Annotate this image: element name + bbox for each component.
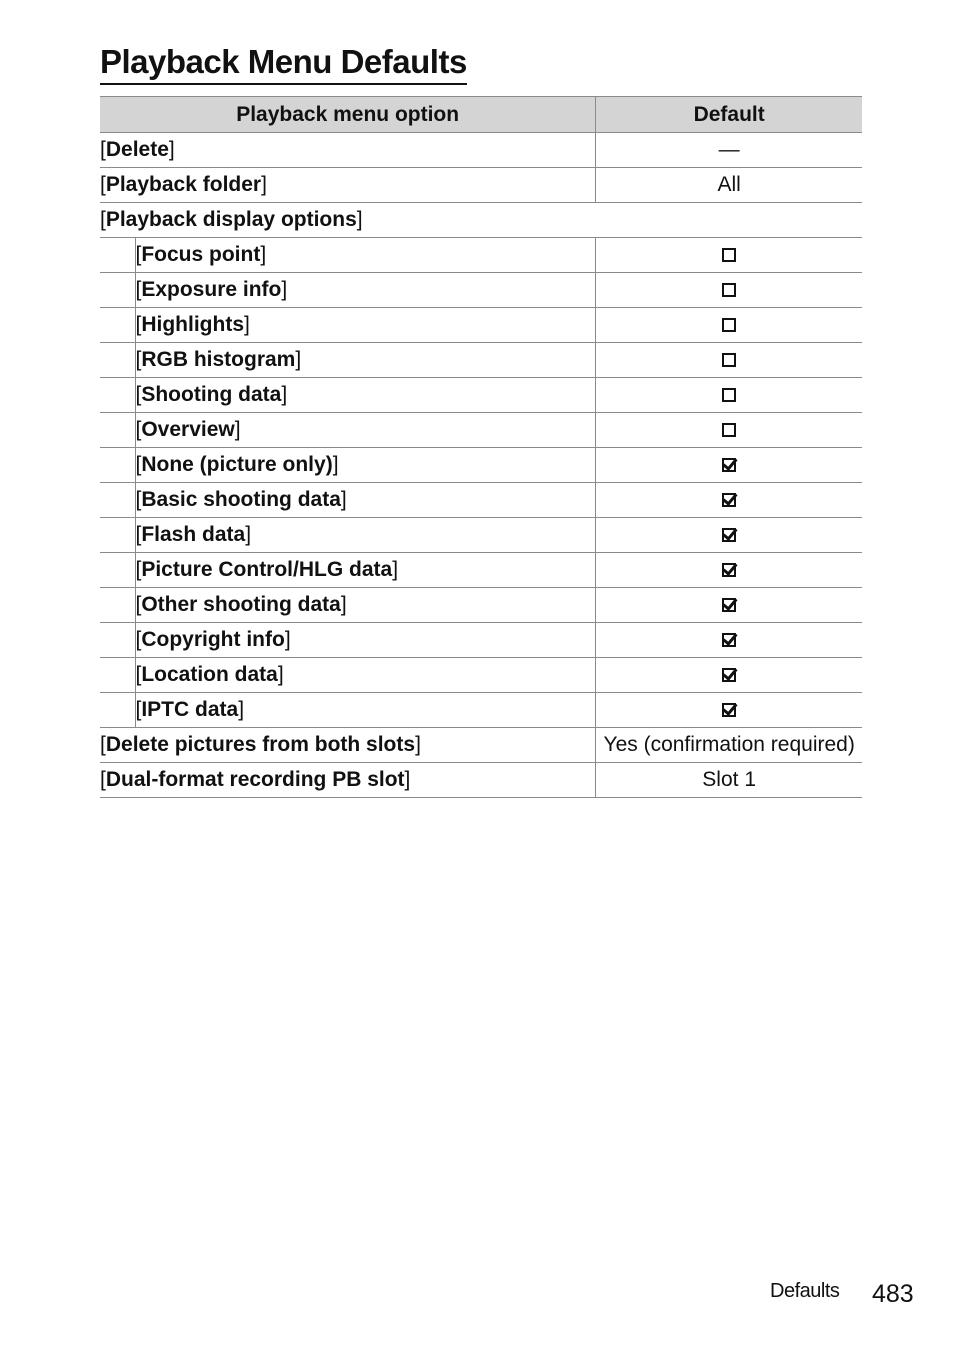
default-value: — (596, 133, 862, 168)
checkbox-unchecked-icon (722, 248, 736, 262)
suboption-cell: [Shooting data] (135, 378, 596, 413)
checkbox-checked-icon (722, 598, 736, 612)
checkbox-checked-icon (722, 493, 736, 507)
suboption-label: Overview (141, 418, 235, 441)
header-default: Default (596, 97, 862, 133)
suboption-cell: [Location data] (135, 658, 596, 693)
table-subrow (100, 553, 862, 588)
table-subrow (100, 658, 862, 693)
suboption-label: Location data (141, 663, 278, 686)
table-subrow (100, 273, 862, 308)
table-subrow (100, 378, 862, 413)
suboption-cell: [Focus point] (135, 238, 596, 273)
suboption-label: Shooting data (141, 383, 282, 406)
table-subrow (100, 483, 862, 518)
checkbox-checked-icon (722, 633, 736, 647)
table-row (100, 133, 862, 168)
footer-section-label: Defaults (770, 1280, 840, 1302)
option-cell: [Playback folder] (100, 168, 596, 203)
table-subrow (100, 448, 862, 483)
page-number: 483 (872, 1280, 914, 1308)
suboption-cell: [Highlights] (135, 308, 596, 343)
table-row (100, 728, 862, 763)
default-value: All (596, 168, 862, 203)
option-cell: [Delete] (100, 133, 596, 168)
suboption-label: Flash data (141, 523, 246, 546)
suboption-label: Other shooting data (141, 593, 341, 616)
checkbox-unchecked-icon (722, 283, 736, 297)
defaults-table (100, 96, 862, 798)
suboption-cell: [Exposure info] (135, 273, 596, 308)
option-label: Delete (105, 138, 169, 161)
suboption-label: Picture Control/HLG data (141, 558, 393, 581)
table-subrow (100, 623, 862, 658)
checkbox-checked-icon (722, 563, 736, 577)
default-value: Slot 1 (596, 763, 862, 798)
suboption-cell: [RGB histogram] (135, 343, 596, 378)
checkbox-checked-icon (722, 668, 736, 682)
suboption-label: IPTC data (141, 698, 239, 721)
header-option: Playback menu option (100, 97, 596, 133)
suboption-cell: [Overview] (135, 413, 596, 448)
table-header-row (100, 97, 862, 133)
table-row (100, 168, 862, 203)
checkbox-checked-icon (722, 703, 736, 717)
suboption-label: Basic shooting data (141, 488, 341, 511)
checkbox-unchecked-icon (722, 318, 736, 332)
page-title: Playback Menu Defaults (100, 42, 467, 85)
suboption-cell: [Other shooting data] (135, 588, 596, 623)
suboption-label: RGB histogram (141, 348, 296, 371)
option-cell: [Delete pictures from both slots] (100, 728, 596, 763)
table-subrow (100, 238, 862, 273)
suboption-cell: [Flash data] (135, 518, 596, 553)
suboption-cell: [Copyright info] (135, 623, 596, 658)
suboption-cell: [IPTC data] (135, 693, 596, 728)
option-label: Playback folder (105, 173, 262, 196)
option-label: Dual-format recording PB slot (105, 768, 405, 791)
option-cell: [Dual-format recording PB slot] (100, 763, 596, 798)
suboption-cell: [Basic shooting data] (135, 483, 596, 518)
table-subrow (100, 588, 862, 623)
default-value: Yes (confirmation required) (596, 728, 862, 763)
suboption-label: Copyright info (141, 628, 285, 651)
suboption-label: Exposure info (141, 278, 282, 301)
table-subrow (100, 518, 862, 553)
checkbox-checked-icon (722, 458, 736, 472)
table-subrow (100, 413, 862, 448)
suboption-cell: [None (picture only)] (135, 448, 596, 483)
checkbox-unchecked-icon (722, 388, 736, 402)
option-label: Playback display options (105, 208, 357, 231)
group-cell: [Playback display options] (100, 203, 862, 238)
checkbox-unchecked-icon (722, 423, 736, 437)
table-subrow (100, 343, 862, 378)
checkbox-unchecked-icon (722, 353, 736, 367)
table-row (100, 763, 862, 798)
suboption-label: None (picture only) (141, 453, 333, 476)
table-subrow (100, 693, 862, 728)
option-label: Delete pictures from both slots (105, 733, 416, 756)
checkbox-checked-icon (722, 528, 736, 542)
suboption-label: Focus point (141, 243, 261, 266)
suboption-label: Highlights (141, 313, 244, 336)
table-subrow (100, 308, 862, 343)
suboption-cell: [Picture Control/HLG data] (135, 553, 596, 588)
table-row-group (100, 203, 862, 238)
